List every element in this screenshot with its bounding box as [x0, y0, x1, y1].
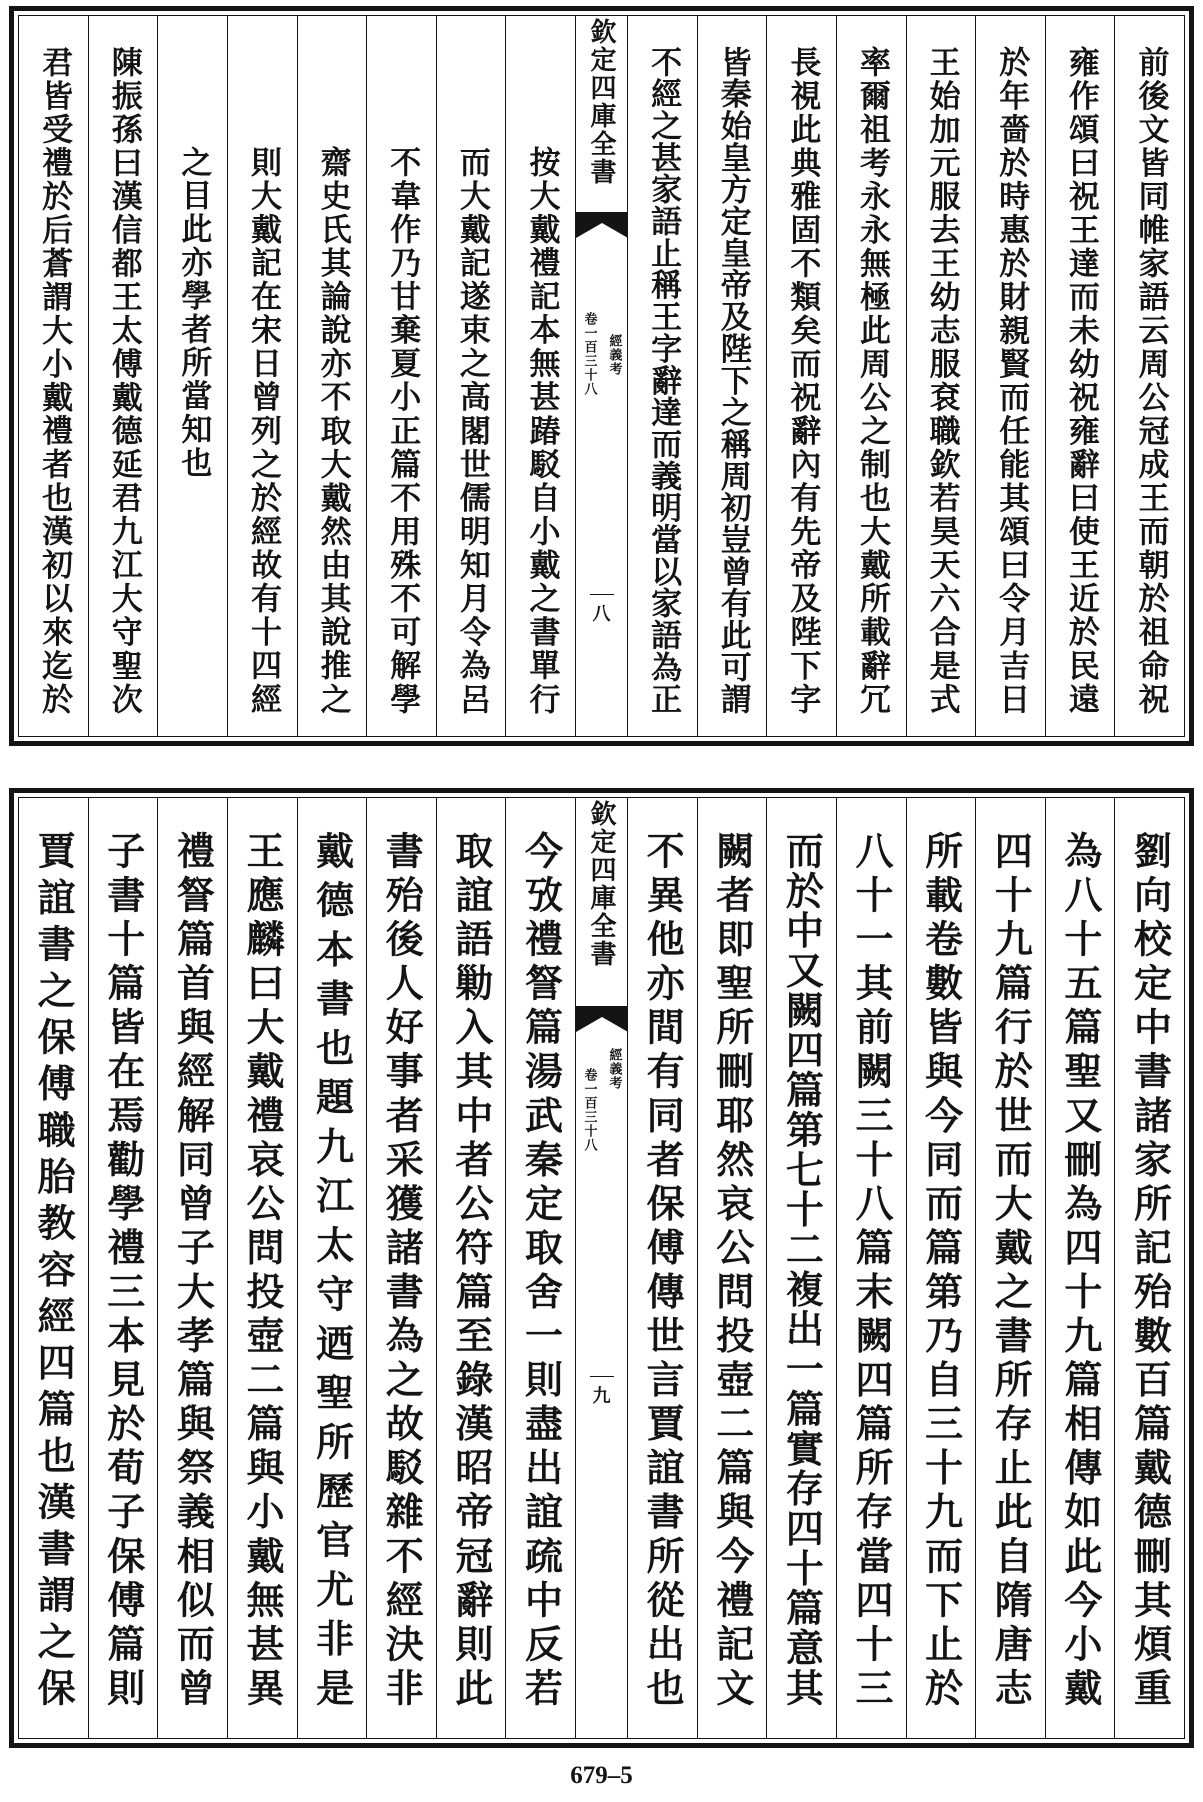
banner-volume: 卷一百三十八: [581, 1068, 597, 1152]
text-column: [1045, 798, 1115, 1738]
banner-title: 欽定四庫全書: [586, 18, 616, 186]
banner-title-wrap: [576, 800, 627, 968]
text-column: [366, 798, 436, 1738]
banner-small-text: [576, 312, 627, 396]
text-column: [436, 16, 506, 736]
column-text: 戴德本書也題九江太守迺聖所歷官尤非是: [309, 831, 355, 1706]
text-column: [157, 16, 227, 736]
text-column: [297, 798, 367, 1738]
column-text: 取誼語勦入其中者公符篇至錄漢昭帝冠辭則此: [448, 831, 494, 1706]
text-column: [227, 798, 297, 1738]
text-column: [766, 798, 836, 1738]
banner-rule: [590, 1376, 614, 1377]
column-text: 則大戴記在宋日曾列之於經故有十四經: [245, 146, 281, 714]
banner-small-text: [576, 1048, 627, 1152]
center-banner: [575, 798, 627, 1738]
column-text: 王始加元服去王幼志服袞職欽若昊天六合是式: [923, 46, 960, 714]
column-text: 而大戴記遂束之高閣世儒明知月令為呂: [453, 146, 490, 714]
column-text: 不異他亦間有同者保傅傳世言賈誼書所從出也: [640, 831, 686, 1706]
text-column: [836, 16, 906, 736]
text-column: [697, 16, 767, 736]
text-column: [505, 798, 575, 1738]
text-column: [975, 798, 1045, 1738]
column-text: 率爾祖考永永無極此周公之制也大戴所載辭冗: [854, 46, 890, 714]
text-column: [227, 16, 297, 736]
column-text: 齋史氏其論說亦不取大戴然由其說推之: [314, 146, 351, 714]
text-column: [1045, 16, 1115, 736]
page-frame-top: [9, 6, 1194, 746]
text-column: [366, 16, 436, 736]
banner-book-title: 經義考: [606, 334, 622, 376]
text-column: [836, 798, 906, 1738]
column-text: 四十九篇行於世而大戴之書所存止此自隋唐志: [988, 831, 1034, 1706]
banner-title-wrap: [576, 18, 627, 186]
column-text: 禮詧篇首與經解同曾子大孝篇與祭義相似而曾: [170, 831, 216, 1706]
column-text: 今攷禮詧篇湯武秦定取舍一則盡出誼疏中反若: [518, 831, 564, 1706]
column-text: 按大戴禮記本無甚踳駁自小戴之書單行: [523, 146, 560, 714]
column-text: 雍作頌曰祝王達而未幼祝雍辭曰使王近於民遠: [1062, 46, 1099, 714]
column-text: 皆秦始皇方定皇帝及陛下之稱周初豈曾有此可謂: [714, 46, 751, 714]
column-text: 前後文皆同帷家語云周公冠成王而朝於祖命祝: [1132, 46, 1169, 714]
page-frame-bottom: [9, 788, 1194, 1748]
column-text: 闕者即聖所刪耶然哀公問投壺二篇與今禮記文: [709, 831, 755, 1706]
column-text: 不經之甚家語止稱王字辭達而義明當以家語為正: [645, 46, 682, 714]
column-text: 不韋作乃甘棄夏小正篇不用殊不可解學: [384, 146, 421, 714]
text-column: [627, 16, 697, 736]
column-text: 子書十篇皆在焉勸學禮三本見於荀子保傅篇則: [100, 831, 146, 1706]
column-text: 君皆受禮於后蒼謂大小戴禮者也漢初以來迄於: [36, 46, 73, 714]
text-column: [505, 16, 575, 736]
text-column: [19, 798, 88, 1738]
text-column: [766, 16, 836, 736]
text-column: [157, 798, 227, 1738]
text-column: [697, 798, 767, 1738]
text-column: [1114, 798, 1184, 1738]
column-text: 賈誼書之保傅職胎教容經四篇也漢書謂之保: [31, 831, 77, 1706]
text-column: [88, 798, 158, 1738]
fishtail-mark: [576, 212, 628, 242]
text-column: [1114, 16, 1184, 736]
banner-page-number: 九: [592, 1386, 611, 1407]
column-text: 王應麟曰大戴禮哀公問投壺二篇與小戴無甚異: [240, 831, 286, 1706]
column-text: 長視此典雅固不類矣而祝辭內有先帝及陛下字: [784, 46, 821, 714]
text-column: [975, 16, 1045, 736]
column-text: 八十一其前闕三十八篇末闕四篇所存當四十三: [849, 831, 895, 1706]
column-text: 所載卷數皆與今同而篇第乃自三十九而下止於: [918, 831, 964, 1706]
column-text: 陳振孫曰漢信都王太傅戴德延君九江大守聖次: [105, 46, 142, 714]
banner-volume: 卷一百三十八: [581, 312, 597, 396]
banner-book-title: 經義考: [606, 1048, 622, 1090]
column-text: 而於中又闕四篇第七十二複出一篇實存四十篇意其: [779, 831, 825, 1706]
column-text: 劉向校定中書諸家所記殆數百篇戴德刪其煩重: [1127, 831, 1173, 1706]
footer-page-number: 679–5: [570, 1762, 633, 1789]
text-column: [627, 798, 697, 1738]
column-text: 書殆後人好事者采獲諸書為之故駁雜不經決非: [379, 831, 425, 1706]
center-banner: [575, 16, 627, 736]
banner-page-number: 八: [592, 604, 611, 625]
text-column: [297, 16, 367, 736]
text-column: [19, 16, 88, 736]
banner-rule: [590, 594, 614, 595]
text-column: [88, 16, 158, 736]
column-text: 於年嗇於時惠於財親賢而任能其頌曰令月吉日: [993, 46, 1030, 714]
banner-title: 欽定四庫全書: [586, 800, 616, 968]
text-column: [436, 798, 506, 1738]
column-text: 為八十五篇聖又刪為四十九篇相傳如此今小戴: [1057, 831, 1103, 1706]
page-inner-frame: [18, 15, 1185, 737]
text-column: [906, 798, 976, 1738]
text-column: [906, 16, 976, 736]
fishtail-mark: [576, 1006, 628, 1036]
column-text: 之目此亦學者所當知也: [175, 146, 212, 480]
page-inner-frame: [18, 797, 1185, 1739]
